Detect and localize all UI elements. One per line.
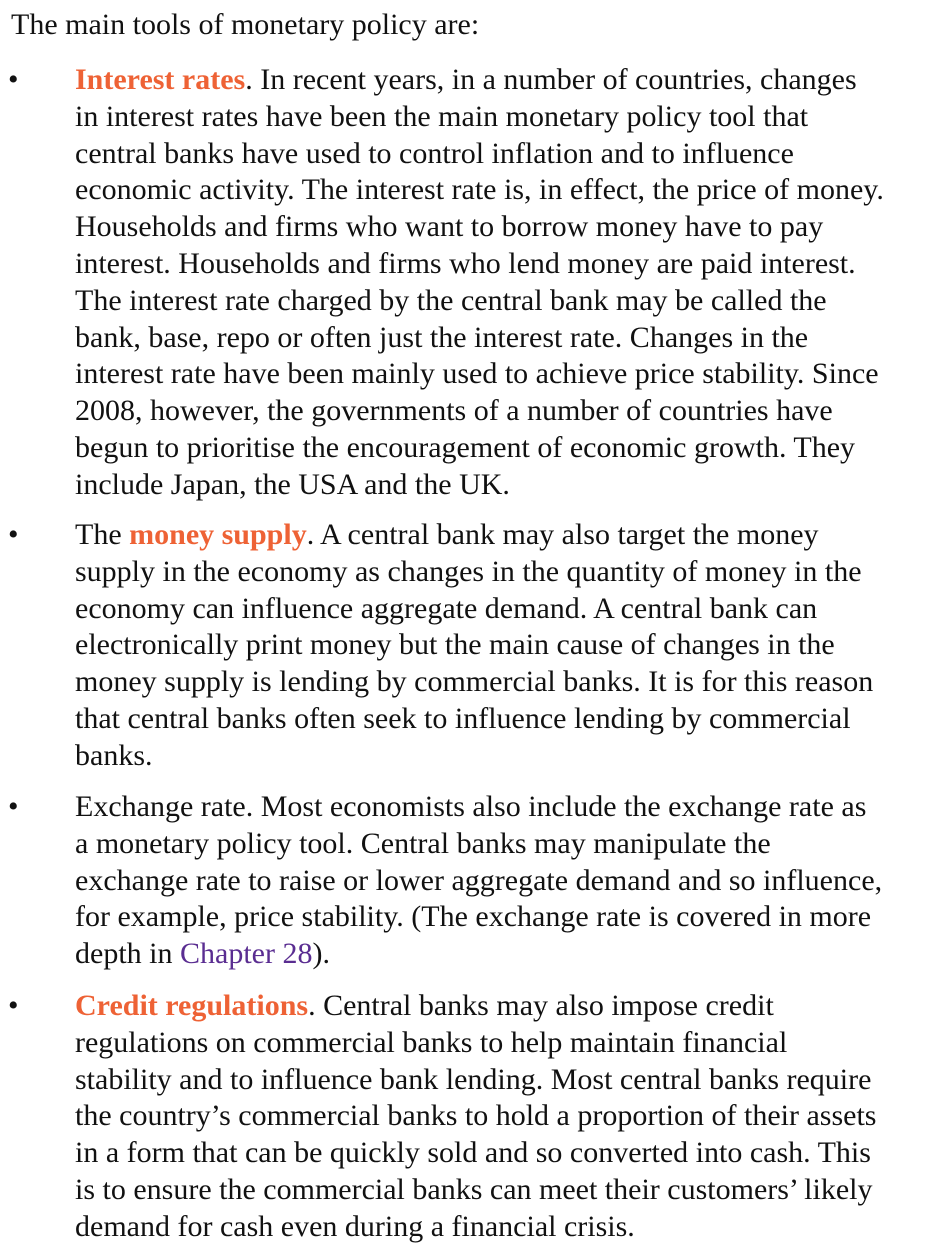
text-line: 2008, however, the governments of a number of countries have [75,394,833,428]
key-term: Credit regulations [75,989,309,1022]
text-line: is to ensure the commercial banks can meet their customers’ likely [75,1172,873,1206]
text-line: begun to prioritise the encouragement of economic growth. They [75,430,856,464]
bullet-first-line [75,988,945,1025]
bullet-first-line [75,62,945,99]
text-line: regulations on commercial banks to help maintain financial [75,1025,788,1059]
text-line: that central banks often seek to influence lending by commercial [75,701,851,735]
text-line: The interest rate charged by the central bank may be called the [75,283,827,317]
bullet-point: • [8,989,19,1022]
text-line: money supply is lending by commercial banks. It is for this reason [75,665,874,699]
key-term: money supply [129,518,307,551]
text-line: economy can influence aggregate demand. A central bank can [75,591,818,625]
text-line: exchange rate to raise or lower aggregate demand and so influence, [75,863,883,897]
text-line: interest rate have been mainly used to achieve price stability. Since [75,357,879,391]
bullet-text [75,789,945,973]
bullet-first-line: Exchange rate. Most economists also include the exchange rate as [75,790,867,823]
text-line: Households and firms who want to borrow money have to pay [75,210,824,244]
bullet-text [75,62,945,504]
text-line: central banks have used to control inflation and to influence [75,136,794,170]
text-line: supply in the economy as changes in the quantity of money in the [75,554,862,588]
text-line: stability and to influence bank lending. Most central banks require [75,1062,872,1096]
text-line: electronically print money but the main cause of changes in the [75,628,835,662]
last-line-suffix: ). [312,937,330,971]
text-line: in interest rates have been the main monetary policy tool that [75,99,809,133]
chapter-link[interactable]: Chapter 28 [180,937,313,971]
first-line-rest: . A central bank may also target the money [306,518,819,551]
bullet-first-line [75,517,945,554]
first-line-prefix: The [75,518,130,551]
text-line: include Japan, the USA and the UK. [75,467,510,501]
bullet-point: • [8,518,19,551]
text-line: bank, base, repo or often just the interest rate. Changes in the [75,320,809,354]
text-line: a monetary policy tool. Central banks may manipulate the [75,826,771,860]
text-line: economic activity. The interest rate is, in effect, the price of money. [75,173,884,207]
bullet-text [75,517,945,775]
intro-sentence: The main tools of monetary policy are: [11,8,480,41]
key-term: Interest rates [75,63,246,96]
first-line-rest: . Central banks may also impose credit [308,989,774,1022]
bullet-last-line [75,936,945,973]
text-line: banks. [75,738,153,772]
text-line: in a form that can be quickly sold and so converted into cash. This [75,1136,871,1170]
first-line-rest: . In recent years, in a number of countries, changes [245,63,857,96]
bullet-text [75,988,945,1246]
text-line: for example, price stability. (The exchange rate is covered in more [75,900,872,934]
bullet-point: • [8,63,19,96]
last-line-prefix: depth in [75,937,180,971]
text-line: demand for cash even during a financial crisis. [75,1209,635,1243]
bullet-point: • [8,790,19,823]
text-line: the country’s commercial banks to hold a proportion of their assets [75,1099,877,1133]
text-line: interest. Households and firms who lend money are paid interest. [75,246,856,280]
